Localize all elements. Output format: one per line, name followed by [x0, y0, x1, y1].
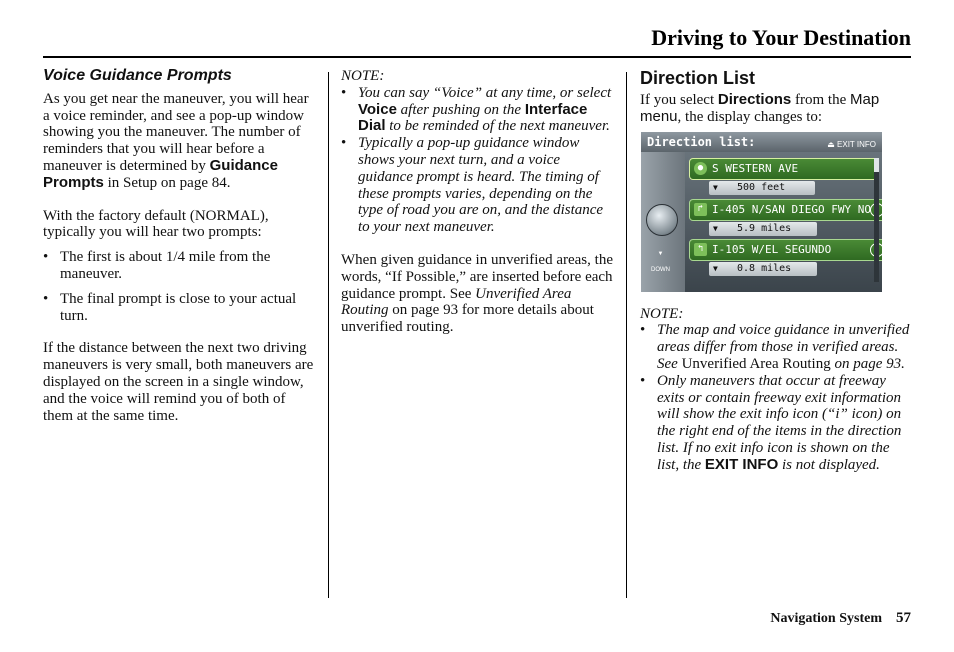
- direction-row[interactable]: [689, 158, 879, 180]
- reference-unverified-routing: Unverified Area Routing: [681, 355, 831, 372]
- distance-row: [709, 222, 817, 236]
- text: to be reminded of the next maneuver.: [385, 118, 610, 135]
- screen-side-panel: [641, 152, 685, 292]
- text: after pushing on the: [396, 101, 525, 118]
- interface-dial-icon: [646, 204, 678, 236]
- down-triangle-icon: ▼: [713, 223, 718, 233]
- text: on page 93.: [830, 355, 905, 372]
- text: Only maneuvers that occur at freeway exits or contain freeway exit information will show the exit info icon (“i” icon) on the right end of the items in the direction list. If no exit info icon is shown on the list, the: [657, 372, 902, 473]
- scrollbar[interactable]: [874, 158, 879, 282]
- distance-value: 500 feet: [737, 181, 786, 193]
- list-item: • Typically a pop-up guidance window shows your next turn, and a voice guidance prompt is heard. The timing of these prompts varies, depending on the type of road you are on, and the distance to your next maneuver.: [341, 135, 617, 236]
- column-direction-list: [640, 68, 912, 474]
- section-heading-direction-list: Direction List: [640, 68, 756, 88]
- screen-title-bar: [641, 132, 882, 152]
- header-rule: [43, 56, 911, 58]
- text: , the display changes to:: [677, 108, 823, 125]
- column-notes: [341, 68, 617, 336]
- keyword-voice: Voice: [358, 100, 397, 118]
- list-item: • The final prompt is close to your actual turn.: [43, 291, 315, 325]
- distance-value: 0.8 miles: [737, 262, 792, 274]
- direction-list-screenshot: [641, 132, 882, 292]
- keyword-map-menu: Map menu: [640, 91, 880, 125]
- page-title: Driving to Your Destination: [651, 25, 911, 50]
- direction-row[interactable]: [689, 199, 882, 221]
- exit-info-label: EXIT INFO: [837, 139, 876, 149]
- turn-right-arrow-icon: ↱: [694, 203, 707, 216]
- paragraph-factory-default: With the factory default (NORMAL), typically you will hear two prompts:: [43, 207, 269, 241]
- distance-row: [709, 262, 817, 276]
- text: As you get near the maneuver, you will hear a voice reminder, and see a pop-up window showing you the maneuver. The number of reminders that you will hear before a maneuver is determined by: [43, 90, 309, 174]
- section-heading-voice-guidance: Voice Guidance Prompts: [43, 67, 232, 84]
- direction-text: I-405 N/SAN DIEGO FWY NO: [712, 202, 871, 216]
- note-list: [640, 322, 912, 473]
- direction-text: S WESTERN AVE: [712, 161, 799, 175]
- exit-info-button: ⏏ EXIT INFO: [827, 139, 876, 149]
- text: You can say “Voice” at any time, or select: [358, 84, 612, 101]
- text: If you select: [640, 92, 718, 108]
- down-indicator: [651, 246, 670, 280]
- column-voice-guidance: [43, 68, 315, 424]
- text: When given guidance in unverified areas, the words, “If Possible,” are inserted before each guidance prompt. See: [341, 251, 613, 302]
- down-arrow-icon: ▼: [657, 250, 664, 257]
- down-triangle-icon: ▼: [713, 263, 718, 273]
- destination-flag-icon: ●: [694, 162, 707, 175]
- direction-row[interactable]: [689, 239, 882, 261]
- keyword-guidance-prompts: Guidance Prompts: [43, 156, 278, 191]
- keyword-interface-dial: Interface Dial: [358, 100, 588, 135]
- list-item: [640, 373, 912, 474]
- scrollbar-thumb[interactable]: [874, 158, 879, 172]
- list-item: • The first is about 1/4 mile from the maneuver.: [43, 249, 315, 283]
- footer-label: Navigation System: [770, 611, 882, 626]
- keyword-exit-info: EXIT INFO: [704, 455, 779, 473]
- text: from the: [791, 92, 850, 108]
- column-divider-2: [626, 72, 627, 598]
- note-list: [341, 85, 617, 236]
- text: The map and voice guidance in unverified areas differ from those in verified areas. See: [657, 322, 910, 372]
- prompt-list: [43, 249, 315, 324]
- paragraph-unverified: [341, 252, 617, 336]
- page-footer: [770, 610, 911, 627]
- column-divider-1: [328, 72, 329, 598]
- reference-unverified-routing: Unverified Area Routing: [341, 285, 572, 319]
- text: in Setup on page 84.: [103, 174, 231, 191]
- list-item: [640, 322, 912, 372]
- note-label: NOTE:: [640, 305, 684, 322]
- down-label: DOWN: [651, 267, 670, 274]
- distance-value: 5.9 miles: [737, 222, 792, 234]
- text: on page 93 for more details about unverified routing.: [341, 302, 594, 336]
- turn-left-arrow-icon: ↰: [694, 243, 707, 256]
- keyword-directions: Directions: [717, 91, 792, 108]
- down-triangle-icon: ▼: [713, 182, 718, 192]
- screen-title: Direction list:: [647, 134, 756, 149]
- paragraph-intro: [640, 92, 912, 126]
- list-item: [341, 85, 617, 135]
- paragraph-reminder: [43, 91, 315, 192]
- page-number: 57: [896, 610, 911, 626]
- text: is not displayed.: [778, 456, 880, 473]
- paragraph-close-maneuvers: If the distance between the next two driving maneuvers is very small, both maneuvers are displayed on the screen in a single window, and the voice will remind you of both of them at the same time.: [43, 340, 314, 424]
- distance-row: [709, 181, 815, 195]
- direction-text: I-105 W/EL SEGUNDO: [712, 242, 832, 256]
- note-label: NOTE:: [341, 68, 385, 84]
